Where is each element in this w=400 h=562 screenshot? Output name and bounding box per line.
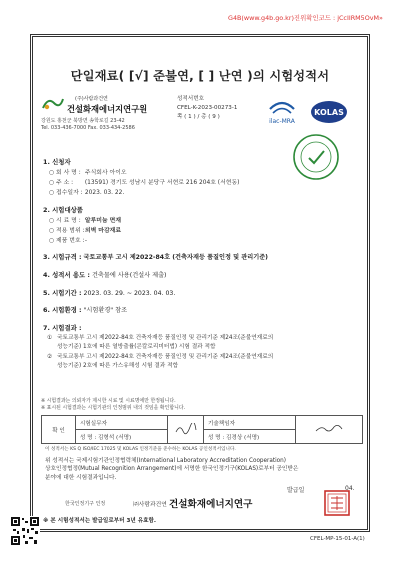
applicant-address: ○ 주 소 : (13591) 경기도 성남시 분당구 서현로 216 204호 (서현동) <box>49 180 240 186</box>
ilac-declaration: 위 성적서는 국제시험기관인정협력체(International Laboratory Accreditation Cooperation) 상호인정협정(Mutual Recognition Arrangement)에 서명한 한국인정기구(KOLAS)로부터 공인받은 분야에 대한 시험결과입니다. <box>45 458 299 481</box>
page-count: 쪽 ( 1 ) / 총 ( 9 ) <box>177 114 220 120</box>
issue-date-label: 발급일 <box>287 487 305 494</box>
org-name: 건설화재에너지연구원 <box>67 104 148 114</box>
section-product-title: 2. 시험대상품 <box>43 206 83 214</box>
notes: ※ 시험결과는 의뢰자가 제시한 시료 및 시료명에만 한정됩니다. ※ 표시된 시험결과는 시험기관의 인정범위 내의 것임을 확인합니다. <box>41 398 186 411</box>
report-info <box>177 95 237 122</box>
approver-name: 성 명 : 김경상 (서명) <box>204 430 296 444</box>
issuer-name: 건설화재에너지연구 <box>169 499 253 510</box>
issuer-company: ㈜사람과건연 <box>133 502 167 508</box>
approver-signature <box>296 416 363 444</box>
org-small-name: (주)사람과건연 <box>75 96 108 102</box>
approver-role: 기술책임자 <box>204 416 296 430</box>
ilac-mra-icon <box>265 95 299 129</box>
product-scope: ○ 적용 범위 : 외벽 마감재료 <box>49 228 122 234</box>
issue-date-day: 04. <box>345 485 355 492</box>
org-logo-icon <box>41 95 65 111</box>
certified-seal-icon <box>291 132 341 182</box>
tester-name: 성 명 : 김형석 (서명) <box>76 430 168 444</box>
test-environment: 6. 시험환경 : "시험환경" 참조 <box>43 306 128 314</box>
test-result-item-1: ① 국토교통부 고시 제2022-84호 건축자재등 품질인정 및 관리기준 제24조(준불연재료의 성능기준) 1호에 따른 열방출률(콘칼로리미터법) 시험 결과 적합 <box>47 335 274 350</box>
tester-role: 시험실무자 <box>76 416 168 430</box>
report-number: CFEL-K-2023-00273-1 <box>177 105 238 111</box>
form-code: CFEL-MP-15-01-A(1) <box>310 536 365 542</box>
qr-code-icon[interactable] <box>10 516 40 546</box>
verification-link[interactable]: G4B(www.g4b.go.kr)진위확인코드 : jCcIIRM5OvM» <box>228 14 383 22</box>
report-purpose: 4. 성적서 용도 : 건축물에 사용(건설사 제출) <box>43 271 167 279</box>
kolas-icon <box>309 95 349 129</box>
product-model: ○ 제품 번호 : - <box>49 238 88 244</box>
test-standard: 3. 시험규격 : 국토교통부 고시 제2022-84호 (건축자재등 품질인정 및 관리기준) <box>43 253 268 261</box>
tester-signature <box>168 416 204 444</box>
issuer-accreditation: 한국인정기구 인정 <box>65 501 106 507</box>
tester-signature-icon <box>174 423 198 435</box>
approver-signature-icon <box>314 423 344 435</box>
test-result-title: 7. 시험결과 : <box>43 324 82 332</box>
org-address: 강원도 홍천군 북방면 송학로길 23-42 Tel. 033-436-7000 Fax. 033-434-2586 <box>41 118 135 131</box>
svg-text:KOLAS: KOLAS <box>314 108 344 117</box>
kolas-note: 이 성적서는 KS Q ISO/IEC 17025 및 KOLAS 인정기준을 준수하는 KOLAS 공인성적서입니다. <box>45 447 236 452</box>
official-seal-icon <box>323 489 351 517</box>
section-applicant-title: 1. 신청자 <box>43 158 71 166</box>
validity-warning: ※ 본 시험성적서는 발급일로부터 3년 유효함. <box>43 518 157 524</box>
signature-table <box>41 415 363 444</box>
document-title: 단일재료( [√] 준불연, [ ] 난연 )의 시험성적서 <box>70 69 330 83</box>
test-result-item-2: ② 국토교통부 고시 제2022-84호 건축자재등 품질인정 및 관리기준 제24조(준불연재료의 성능기준) 2호에 따른 가스유해성 시험 결과 적합 <box>47 354 274 369</box>
svg-text:ilac-MRA: ilac-MRA <box>269 118 295 125</box>
confirm-label: 확 인 <box>42 416 76 444</box>
receipt-date: ○ 접수일자 : 2023. 03. 22. <box>49 190 125 196</box>
product-name: ○ 시 료 명 : 알루미늄 면재 <box>49 218 122 224</box>
test-period: 5. 시험기간 : 2023. 03. 29. ~ 2023. 04. 03. <box>43 289 176 297</box>
report-label: 성적서번호 <box>177 96 205 102</box>
applicant-company: ○ 회 사 명 : 주식회사 아이오 <box>49 170 127 176</box>
certificate-page <box>30 34 370 532</box>
